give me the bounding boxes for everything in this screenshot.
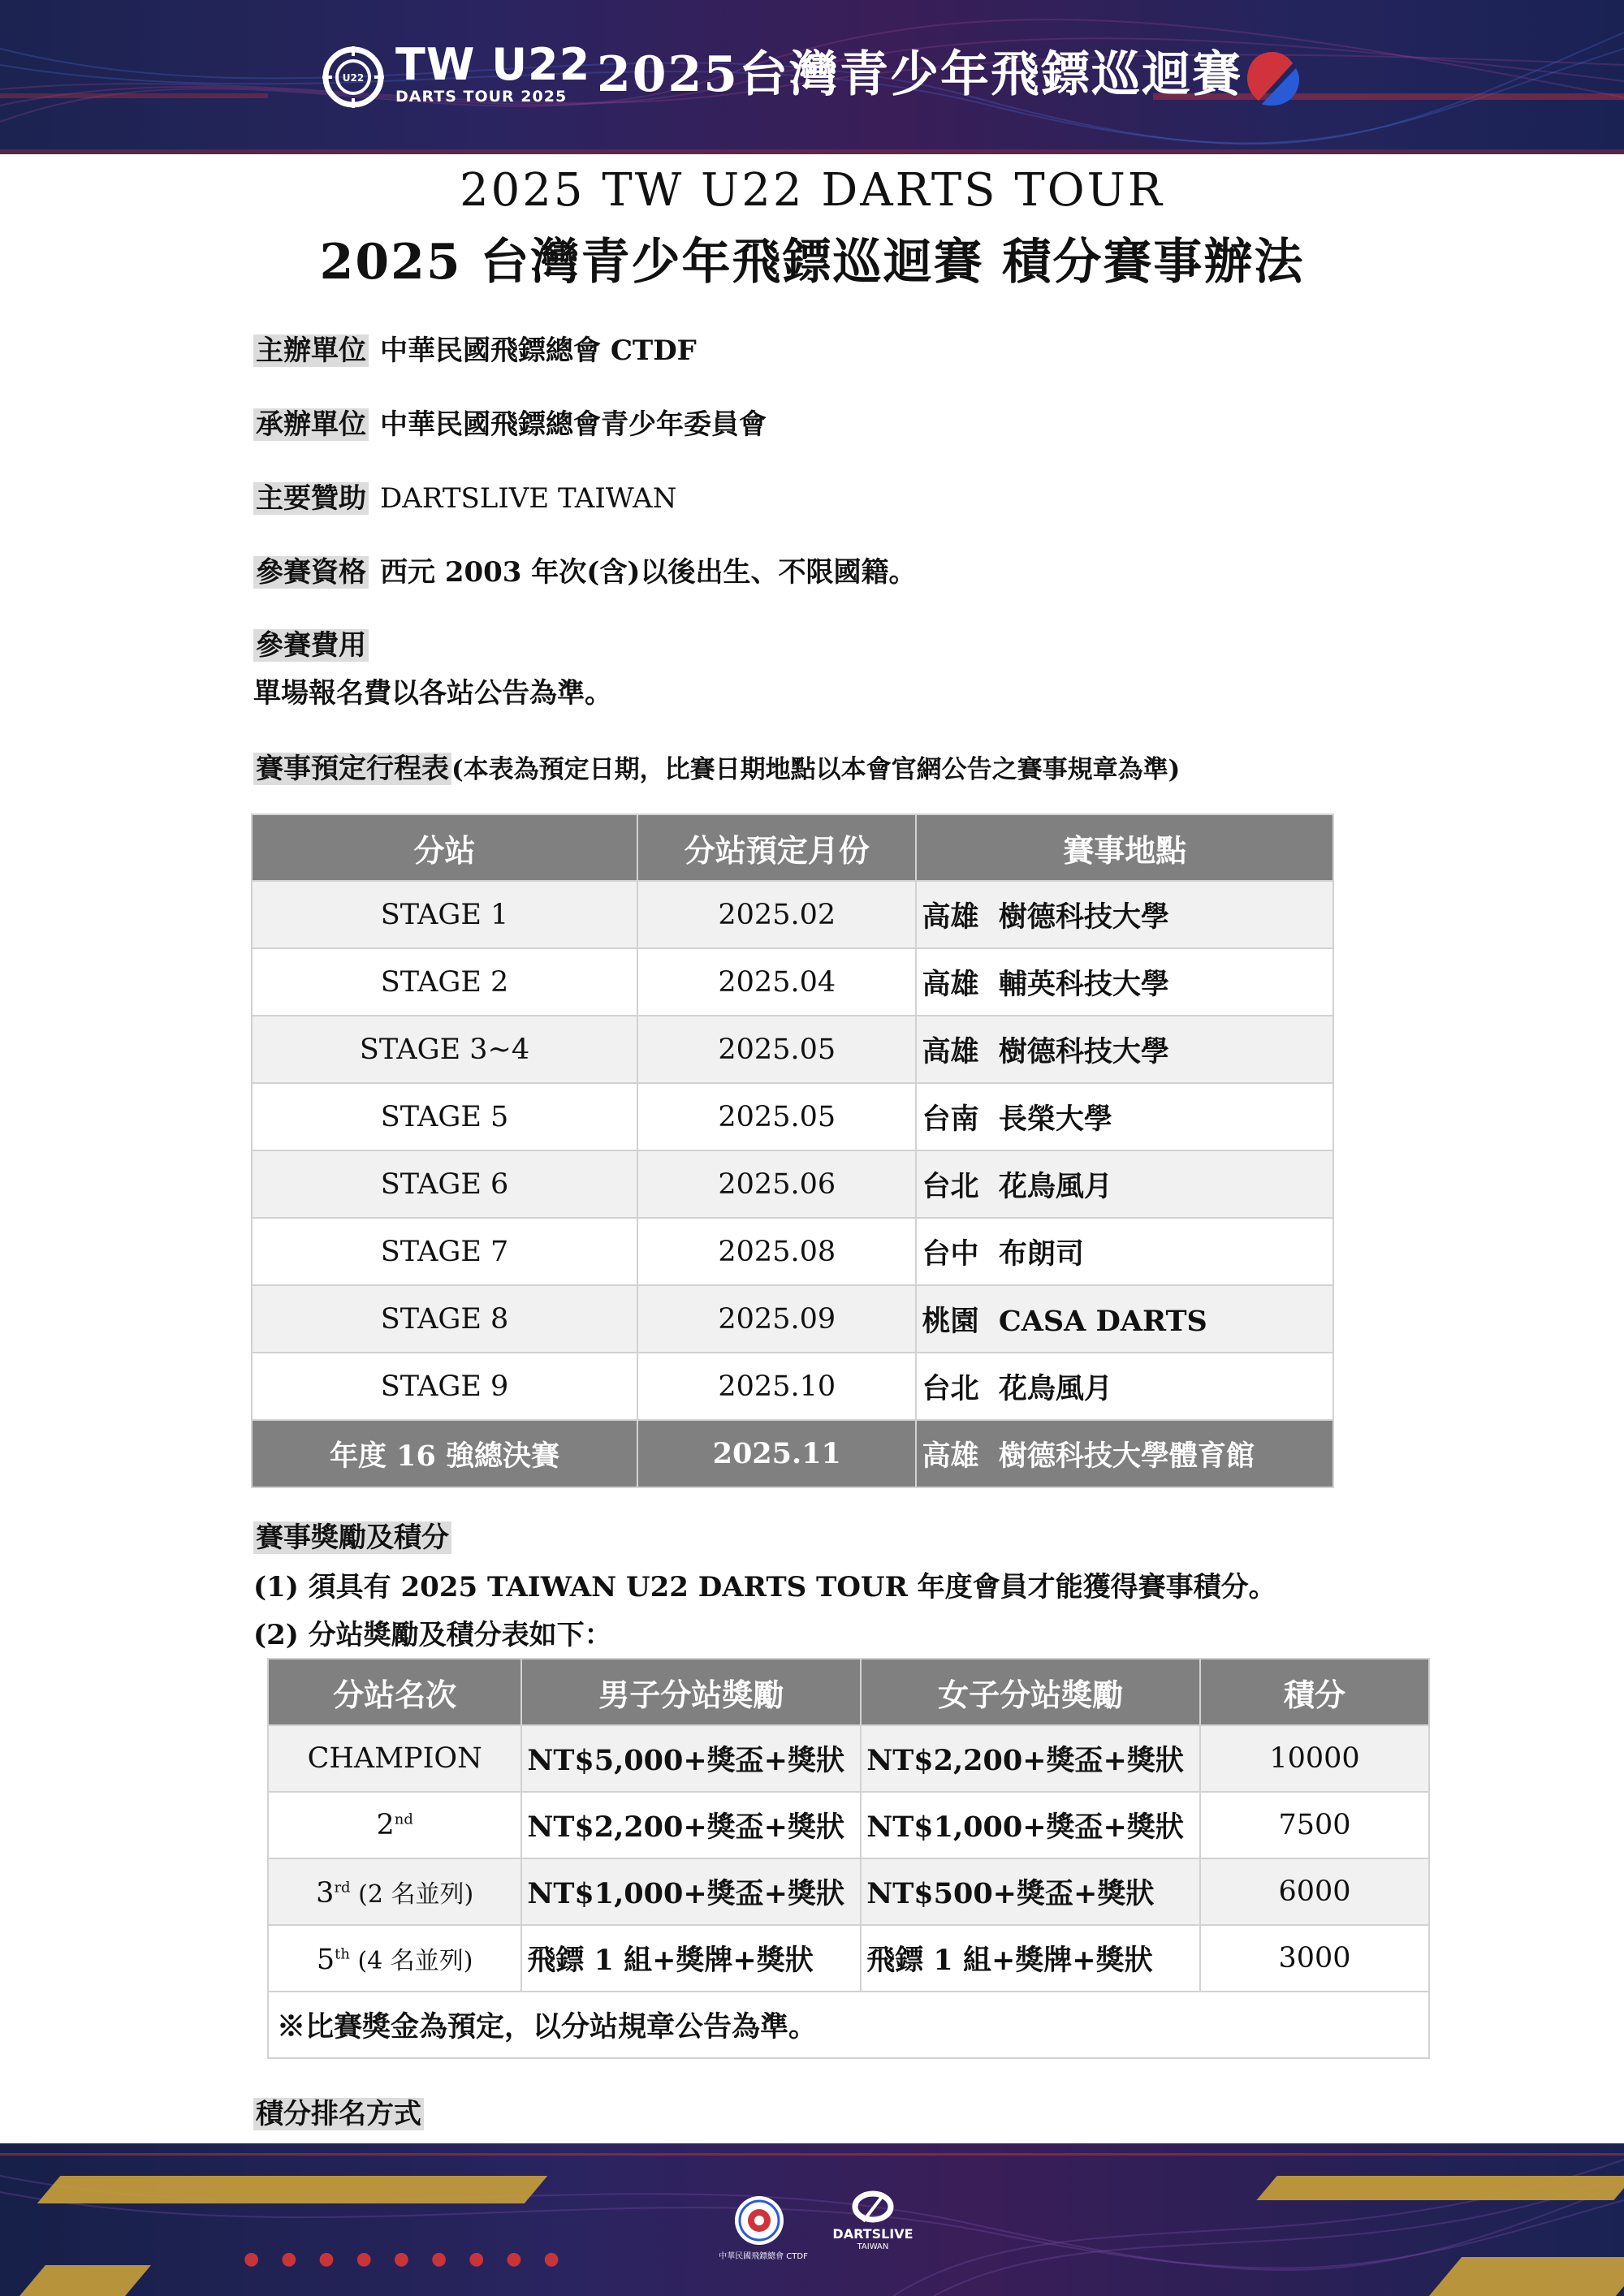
tour-badge-icon	[1242, 49, 1302, 109]
schedule-header-venue: 賽事地點	[916, 814, 1333, 881]
awards-place-text: 2	[376, 1809, 395, 1841]
awards-place	[268, 1792, 521, 1858]
schedule-venue-name: 長榮大學	[998, 1102, 1112, 1136]
schedule-final-row	[252, 1420, 1333, 1487]
schedule-city: 台北	[922, 1169, 979, 1203]
schedule-venue-name: 樹德科技大學	[998, 900, 1169, 934]
schedule-month: 2025.05	[637, 1016, 916, 1083]
schedule-final-month: 2025.11	[637, 1420, 916, 1487]
header-banner	[0, 0, 1624, 154]
schedule-heading-line	[253, 749, 1180, 789]
awards-place-text: CHAMPION	[307, 1742, 482, 1775]
schedule-stage: STAGE 8	[252, 1285, 637, 1353]
schedule-city: 高雄	[922, 967, 979, 1001]
schedule-final-city: 高雄	[922, 1439, 979, 1473]
schedule-venue	[916, 1353, 1333, 1420]
awards-points: 10000	[1200, 1725, 1429, 1792]
schedule-row	[252, 1285, 1333, 1353]
ranking-heading-line	[253, 2095, 435, 2134]
awards-place	[268, 1858, 521, 1925]
awards-place-text: 5	[316, 1944, 335, 1976]
schedule-city: 高雄	[922, 1034, 979, 1068]
schedule-venue	[916, 1218, 1333, 1285]
awards-rule-2	[253, 1616, 612, 1655]
sponsor-label: 主要贊助	[253, 482, 369, 515]
coorganizer-label: 承辦單位	[253, 408, 369, 441]
eligibility-value: 西元 2003 年次(含)以後出生、不限國籍。	[380, 556, 917, 589]
schedule-venue	[916, 1016, 1333, 1083]
dartslive-sub: TAIWAN	[857, 2242, 889, 2251]
schedule-final-venue-name: 樹德科技大學體育館	[998, 1439, 1255, 1473]
dartslive-logo	[828, 2190, 918, 2264]
awards-row	[268, 1858, 1429, 1925]
schedule-header-stage: 分站	[252, 814, 637, 881]
footer-wave-lines	[0, 2143, 1624, 2296]
schedule-city: 高雄	[922, 900, 979, 934]
schedule-header-row	[252, 814, 1333, 881]
awards-men-prize: NT$1,000+獎盃+獎狀	[521, 1858, 861, 1925]
footer-gold-stripe-right	[1256, 2176, 1624, 2200]
schedule-row	[252, 1016, 1333, 1083]
schedule-venue-name: 花鳥風月	[998, 1169, 1112, 1203]
schedule-city: 桃園	[922, 1304, 979, 1338]
logo-ring-text: U22	[342, 72, 365, 84]
schedule-stage: STAGE 6	[252, 1150, 637, 1218]
schedule-row	[252, 948, 1333, 1016]
fee-label: 參賽費用	[253, 629, 369, 662]
organizer-value: 中華民國飛鏢總會 CTDF	[380, 334, 697, 367]
awards-row	[268, 1925, 1429, 1992]
schedule-month: 2025.04	[637, 948, 916, 1016]
awards-women-prize: NT$500+獎盃+獎狀	[861, 1858, 1200, 1925]
schedule-venue	[916, 948, 1333, 1016]
awards-header-row	[268, 1659, 1429, 1725]
ctdf-emblem-text: 中華民國飛鏢總會 CTDF	[719, 2252, 808, 2261]
footer-banner	[0, 2143, 1624, 2296]
tw-u22-ring-logo-icon	[321, 45, 386, 110]
awards-row	[268, 1792, 1429, 1858]
awards-place	[268, 1925, 521, 1992]
sponsor-line	[253, 479, 676, 518]
awards-place-text: 3	[316, 1877, 335, 1910]
schedule-venue	[916, 1150, 1333, 1218]
schedule-stage: STAGE 3~4	[252, 1016, 637, 1083]
schedule-month: 2025.09	[637, 1285, 916, 1353]
schedule-stage: STAGE 1	[252, 881, 637, 948]
schedule-month: 2025.05	[637, 1083, 916, 1150]
schedule-header-month: 分站預定月份	[637, 814, 916, 881]
awards-rule-2-text: (2) 分站獎勵及積分表如下：	[253, 1619, 612, 1651]
coorganizer-value: 中華民國飛鏢總會青少年委員會	[380, 408, 767, 441]
schedule-final-stage: 年度 16 強總決賽	[252, 1420, 637, 1487]
awards-points: 7500	[1200, 1792, 1429, 1858]
awards-place-suffix: rd	[334, 1879, 351, 1897]
schedule-row	[252, 881, 1333, 948]
footer-gold-stripe-left	[37, 2176, 548, 2203]
schedule-venue	[916, 1285, 1333, 1353]
awards-place	[268, 1725, 521, 1792]
awards-place-tie: (2 名並列)	[350, 1880, 474, 1909]
awards-place-suffix: nd	[394, 1810, 413, 1828]
awards-rule-1	[253, 1568, 1276, 1607]
document-title-english: 2025 TW U22 DARTS TOUR	[460, 164, 1164, 217]
awards-men-prize: NT$2,200+獎盃+獎狀	[521, 1792, 861, 1858]
banner-bottom-edge	[0, 149, 1624, 154]
ranking-label: 積分排名方式	[253, 2098, 424, 2130]
dartslive-mark-icon	[849, 2190, 897, 2223]
awards-rule-1-text: (1) 須具有 2025 TAIWAN U22 DARTS TOUR 年度會員才能獲得賽事積分。	[253, 1571, 1276, 1603]
schedule-venue-name: 樹德科技大學	[998, 1034, 1169, 1068]
schedule-row	[252, 1353, 1333, 1420]
schedule-venue	[916, 881, 1333, 948]
awards-place-tie: (4 名並列)	[349, 1947, 473, 1975]
awards-header-points: 積分	[1200, 1659, 1429, 1725]
schedule-label: 賽事預定行程表	[253, 753, 451, 785]
awards-header-men: 男子分站獎勵	[521, 1659, 861, 1725]
schedule-venue-name: CASA DARTS	[998, 1304, 1207, 1338]
schedule-city: 台中	[922, 1236, 979, 1271]
eligibility-label: 參賽資格	[253, 556, 369, 589]
fee-value: 單場報名費以各站公告為準。	[253, 677, 612, 710]
schedule-row	[252, 1083, 1333, 1150]
schedule-venue-name: 花鳥風月	[998, 1371, 1112, 1405]
awards-men-prize: 飛鏢 1 組+獎牌+獎狀	[521, 1925, 861, 1992]
organizer-label: 主辦單位	[253, 334, 369, 367]
schedule-month: 2025.06	[637, 1150, 916, 1218]
schedule-month: 2025.10	[637, 1353, 916, 1420]
ctdf-emblem-icon	[731, 2192, 788, 2249]
awards-women-prize: 飛鏢 1 組+獎牌+獎狀	[861, 1925, 1200, 1992]
document-title-chinese: 2025 台灣青少年飛鏢巡迴賽 積分賽事辦法	[319, 234, 1305, 291]
schedule-note: (本表為預定日期，比賽日期地點以本會官網公告之賽事規章為準)	[451, 755, 1181, 784]
awards-table	[267, 1658, 1430, 2059]
awards-place-suffix: th	[335, 1945, 350, 1963]
awards-footnote-row	[268, 1992, 1429, 2058]
awards-points: 3000	[1200, 1925, 1429, 1992]
logo-sub-text: DARTS TOUR 2025	[395, 88, 568, 106]
schedule-row	[252, 1218, 1333, 1285]
awards-row	[268, 1725, 1429, 1792]
schedule-stage: STAGE 9	[252, 1353, 637, 1420]
schedule-month: 2025.02	[637, 881, 916, 948]
schedule-venue-name: 布朗司	[998, 1236, 1084, 1271]
awards-header-women: 女子分站獎勵	[861, 1659, 1200, 1725]
schedule-venue-name: 輔英科技大學	[998, 967, 1169, 1001]
footer-gold-stripe-right-small	[1429, 2257, 1624, 2296]
sponsor-value: DARTSLIVE TAIWAN	[380, 482, 677, 515]
schedule-stage: STAGE 5	[252, 1083, 637, 1150]
awards-heading-line	[253, 1518, 463, 1557]
schedule-month: 2025.08	[637, 1218, 916, 1285]
schedule-city: 台南	[922, 1102, 979, 1136]
dartslive-name: DARTSLIVE	[832, 2226, 914, 2242]
schedule-row	[252, 1150, 1333, 1218]
awards-women-prize: NT$1,000+獎盃+獎狀	[861, 1792, 1200, 1858]
schedule-stage: STAGE 7	[252, 1218, 637, 1285]
banner-title: 2025台灣青少年飛鏢巡迴賽	[597, 46, 1242, 103]
eligibility-line	[253, 553, 916, 592]
fee-label-line	[253, 626, 380, 665]
fee-line	[253, 674, 612, 713]
awards-points: 6000	[1200, 1858, 1429, 1925]
logo-main-text: TW U22	[395, 39, 591, 90]
schedule-final-venue	[916, 1420, 1333, 1487]
schedule-table	[251, 814, 1334, 1488]
awards-men-prize: NT$5,000+獎盃+獎狀	[521, 1725, 861, 1792]
schedule-city: 台北	[922, 1371, 979, 1405]
schedule-stage: STAGE 2	[252, 948, 637, 1016]
awards-label: 賽事獎勵及積分	[253, 1521, 451, 1554]
schedule-venue	[916, 1083, 1333, 1150]
organizer-line	[253, 331, 697, 370]
coorganizer-line	[253, 405, 767, 444]
footer-red-dots: ● ● ● ● ● ● ● ● ●	[244, 2249, 568, 2269]
awards-women-prize: NT$2,200+獎盃+獎狀	[861, 1725, 1200, 1792]
awards-header-place: 分站名次	[268, 1659, 521, 1725]
awards-footnote: ※比賽獎金為預定，以分站規章公告為準。	[268, 1992, 1429, 2058]
